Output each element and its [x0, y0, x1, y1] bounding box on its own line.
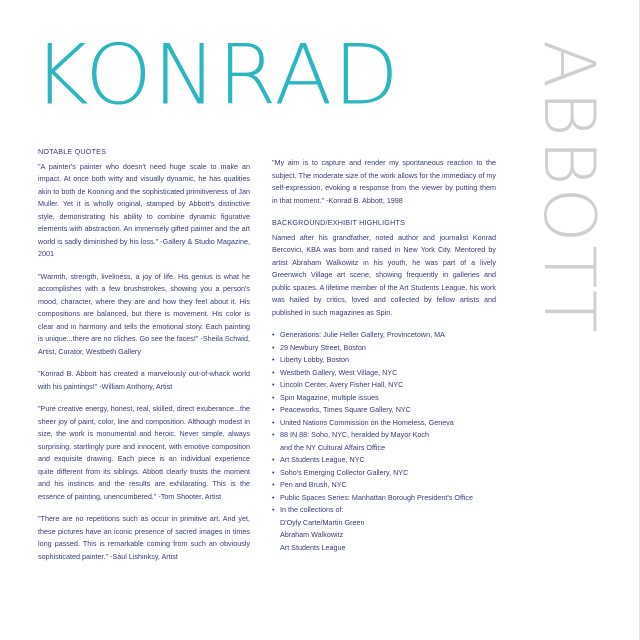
- list-item: • Art Students League, NYC: [272, 455, 365, 464]
- list-item: • In the collections of:: [272, 505, 344, 514]
- last-name-title: ABBOTT: [528, 40, 610, 336]
- quote: "Pure creative energy, honest, real, skilled, direct exuberance...the sheer joy of paint, color, line and composition. Although modest in size, the work is monumental and heroic. Never simple, always surprising, startlingly pure and innocent, with emotive composition and exquisite drawing. Each piece is an individual experience quite different from its siblings. Abbott clearly trusts the moment and his instincts and the results are exhilarating. This is the essence of painting, unencumbered." -Tom Shooter, Artist: [38, 404, 250, 501]
- background-heading: BACKGROUND/EXHIBIT HIGHLIGHTS: [272, 218, 406, 227]
- quote: "Warmth, strength, liveliness, a joy of life. His genius is what he accomplishes with a few brushstrokes, showing you a person's mood, character, where they are and how they feel about it. His compositions are balanced, but there is movement. His color is clear and in harmony and tells the emotional story. Each painting is unique...there are no cliches. Go see the faces!" -Sheila Schwid, Artist, Curator, Westbeth Gallery: [38, 271, 250, 356]
- notable-quotes-heading: NOTABLE QUOTES: [38, 147, 107, 156]
- list-item: • Westbeth Gallery, West Village, NYC: [272, 367, 398, 377]
- highlights-list: [272, 329, 496, 554]
- bio-paragraph: Named after his grandfather, noted author and journalist Konrad Bercovici, KBA was born and raised in New York City. Mentored by artist Abraham Walkowitz in his youth, he was part of a lively Greenwich Village art scene, showing frequently in galleries and public spaces. A lifetime member of the Art Students League, his work was hailed by critics, loved and collected by fellow artists and published in such magazines as Spin.: [272, 232, 496, 317]
- list-item: • Public Spaces Series: Manhattan Borough President's Office: [272, 492, 474, 502]
- list-item: • Lincoln Center, Avery Fisher Hall, NYC: [272, 380, 404, 389]
- list-item: • Liberty Lobby, Boston: [272, 355, 349, 364]
- first-name-title: KONRAD: [33, 27, 400, 125]
- list-item: • 88 IN 88: Soho, NYC, heralded by Mayor Koch: [272, 430, 430, 439]
- quote: "There are no repetitions such as occur in primitive art. And yet, these pictures have an iconic presence of sacred images in times long passed. This is remarkable coming from such an obviously sophisticated painter." -Saul Lishinksy, Artist: [38, 514, 250, 561]
- collection-item: Abraham Walkowitz: [280, 530, 344, 539]
- background-column: [272, 157, 496, 554]
- list-item: • Peaceworks, Times Square Gallery, NYC: [272, 405, 411, 414]
- list-item: • Pen and Brush, NYC: [272, 480, 347, 489]
- list-item-continuation: and the NY Cultural Affairs Office: [280, 442, 386, 452]
- list-item: • Spin Magazine, multiple issues: [272, 392, 379, 402]
- list-item: • Soho's Emerging Collector Gallery, NYC: [272, 467, 409, 477]
- list-item: • Generations: Julie Heller Gallery, Provincetown, MA: [272, 330, 445, 339]
- artist-quote: "My aim is to capture and render my spontaneous reaction to the subject. The moderate size of the work allows for the immediacy of my self-expression, evoking a response from the viewer by putting them in that moment." -Konrad B. Abbott, 1998: [272, 158, 496, 205]
- collection-item: Art Students League: [280, 542, 346, 552]
- list-item: • 29 Newbury Street, Boston: [272, 342, 366, 352]
- notable-quotes-column: [38, 146, 250, 573]
- quote: "A painter's painter who doesn't need huge scale to make an impact. At once both witty and visually dynamic, he has qualities akin to both de Kooning and the sophisticated primitiveness of Jan Muller. Yet it is wholly original, stamped by Abbott's distinctive style, demonstrating his ability to combine dynamic figurative elements with abstraction. An immensely gifted painter and the art world is sadly diminished by his loss." -Gallery & Studio Magazine, 2001: [38, 161, 250, 258]
- collection-item: D'Oyly Carte/Martin Green: [280, 517, 365, 527]
- list-item: • United Nations Commission on the Homeless, Geneva: [272, 417, 454, 427]
- quote: "Konrad B. Abbott has created a marvelously out-of-whack world with his paintings!" -William Anthony, Artist: [38, 369, 250, 391]
